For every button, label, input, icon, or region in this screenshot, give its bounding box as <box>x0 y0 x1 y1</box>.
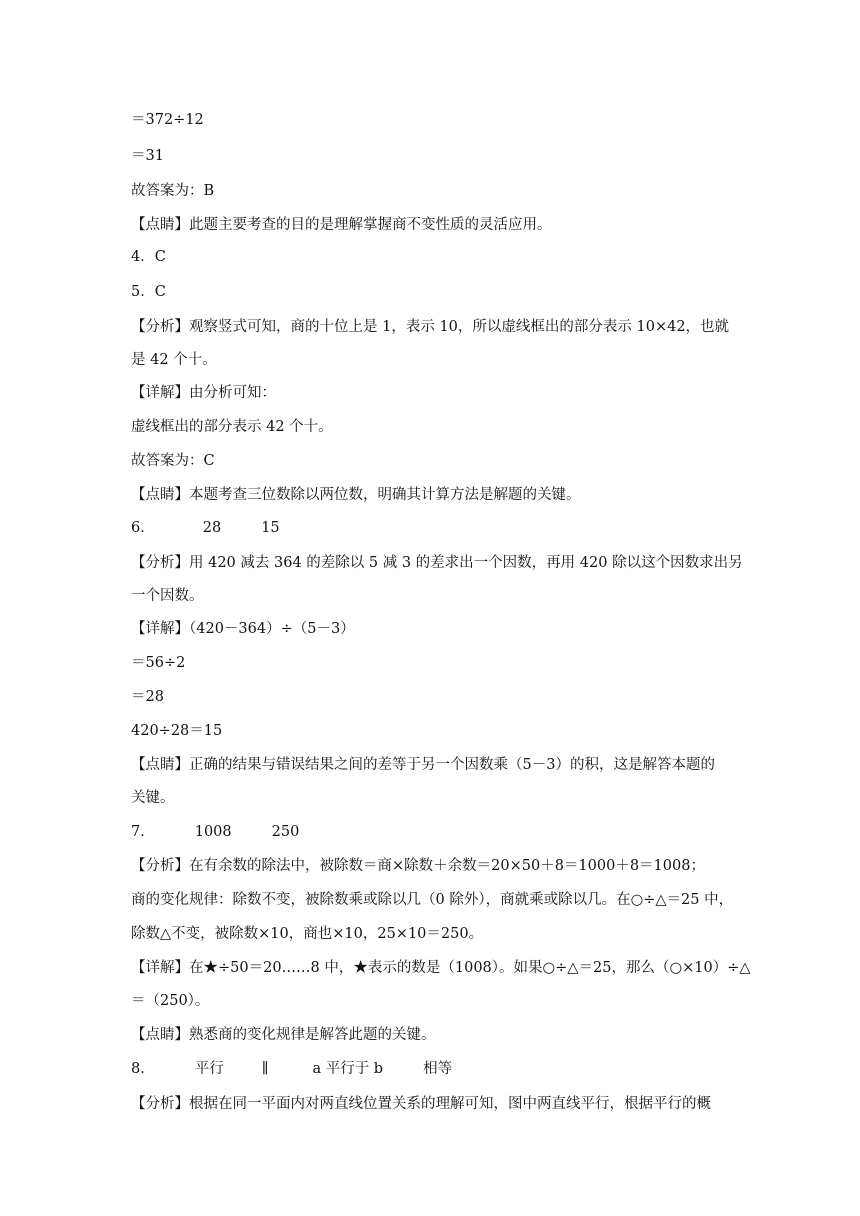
question-6-answers <box>131 518 280 538</box>
answer-value: 15 <box>261 520 280 536</box>
answer-value: 相等 <box>423 1061 453 1077</box>
answer-value: a 平行于 b <box>312 1061 384 1077</box>
note-line: 【点睛】此题主要考查的目的是理解掌握商不变性质的灵活应用。 <box>131 217 552 233</box>
answer-value: 250 <box>271 824 300 840</box>
answer-line: 故答案为：B <box>131 183 215 199</box>
question-4-answer: 4．C <box>131 249 166 265</box>
analysis-line: 一个因数。 <box>131 588 204 604</box>
question-7-answers <box>131 822 299 842</box>
answer-value: 平行 <box>194 1061 224 1077</box>
note-line: 【点睛】熟悉商的变化规律是解答此题的关键。 <box>131 1027 436 1043</box>
analysis-line: 【分析】在有余数的除法中，被除数＝商×除数＋余数＝20×50＋8＝1000＋8＝1008； <box>131 858 705 874</box>
calc-line: ＝56÷2 <box>131 655 186 671</box>
calc-line: 420÷28＝15 <box>131 723 223 739</box>
note-line: 关键。 <box>131 790 175 806</box>
analysis-line: 【分析】用 420 减去 364 的差除以 5 减 3 的差求出一个因数，再用 420 除以这个因数求出另 <box>131 555 743 571</box>
analysis-line: 【分析】根据在同一平面内对两直线位置关系的理解可知，图中两直线平行，根据平行的概 <box>131 1096 711 1112</box>
analysis-line: 【分析】观察竖式可知，商的十位上是 1，表示 10，所以虚线框出的部分表示 10×42，也就 <box>131 319 730 335</box>
answer-value: ∥ <box>261 1061 269 1077</box>
question-5-answer: 5．C <box>131 284 166 300</box>
analysis-line: 商的变化规律：除数不变，被除数乘或除以几（0 除外），商就乘或除以几。在○÷△＝25 中， <box>131 892 734 908</box>
detail-line: ＝（250）。 <box>131 993 210 1009</box>
analysis-line: 除数△不变，被除数×10，商也×10，25×10＝250。 <box>131 926 484 942</box>
question-number: 6． <box>131 520 155 536</box>
answer-value: 28 <box>202 520 222 536</box>
answer-line: 故答案为：C <box>131 453 215 469</box>
detail-line: 虚线框出的部分表示 42 个十。 <box>131 419 333 435</box>
question-number: 7． <box>131 824 155 840</box>
detail-line: 【详解】（420－364）÷（5－3） <box>131 621 355 637</box>
question-number: 8． <box>131 1061 155 1077</box>
note-line: 【点睛】本题考查三位数除以两位数，明确其计算方法是解题的关键。 <box>131 487 581 503</box>
detail-line: 【详解】在★÷50＝20……8 中，★表示的数是（1008）。如果○÷△＝25，那么（○×10）÷△ <box>131 960 751 976</box>
calc-line: ＝28 <box>131 689 164 705</box>
calc-line: ＝31 <box>131 148 164 164</box>
answer-value: 1008 <box>194 824 232 840</box>
analysis-line: 是 42 个十。 <box>131 352 217 368</box>
note-line: 【点睛】正确的结果与错误结果之间的差等于另一个因数乘（5－3）的积，这是解答本题的 <box>131 757 715 773</box>
calc-line: ＝372÷12 <box>131 112 204 128</box>
detail-line: 【详解】由分析可知： <box>131 385 276 401</box>
question-8-answers <box>131 1059 452 1079</box>
